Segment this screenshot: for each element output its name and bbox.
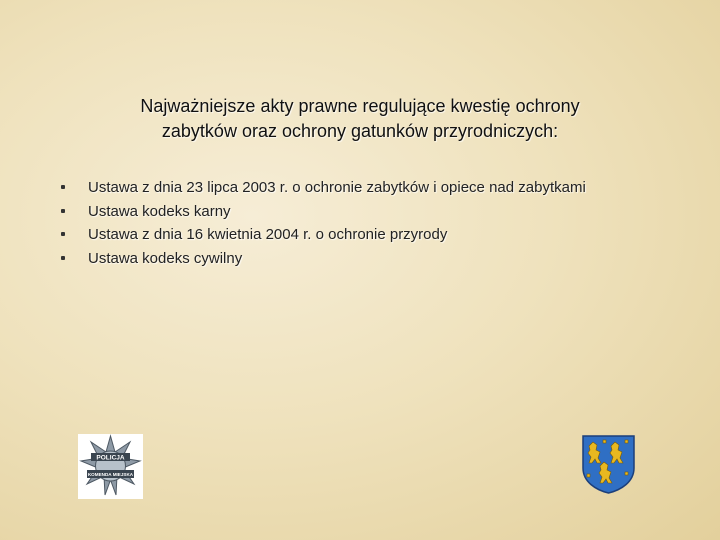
list-item-text: Ustawa z dnia 16 kwietnia 2004 r. o ochronie przyrody — [88, 226, 448, 243]
list-item-text: Ustawa kodeks karny — [88, 202, 231, 220]
slide-title-line-1: Najważniejsze akty prawne regulujące kwestię ochrony — [140, 96, 580, 116]
slide-title-line-2: zabytków oraz ochrony gatunków przyrodniczych: — [161, 121, 559, 141]
coat-of-arms-icon — [581, 434, 636, 494]
bullet-icon — [61, 185, 65, 189]
slide-title — [60, 94, 660, 144]
list-item — [58, 223, 586, 247]
bullet-icon — [61, 232, 65, 236]
police-badge-icon — [78, 434, 143, 499]
list-item-text: Ustawa kodeks cywilny — [88, 249, 243, 267]
police-badge-bottom-text: KOMENDA MIEJSKA — [87, 472, 134, 477]
bullet-icon — [61, 256, 65, 260]
list-item — [58, 247, 586, 271]
list-item-text: Ustawa z dnia 23 lipca 2003 r. o ochronie zabytków i opiece nad zabytkami — [88, 179, 586, 196]
list-item — [58, 176, 586, 200]
police-badge-top-text: POLICJA — [96, 454, 125, 462]
legal-acts-list — [58, 176, 586, 270]
list-item — [58, 200, 586, 224]
bullet-icon — [61, 209, 65, 213]
